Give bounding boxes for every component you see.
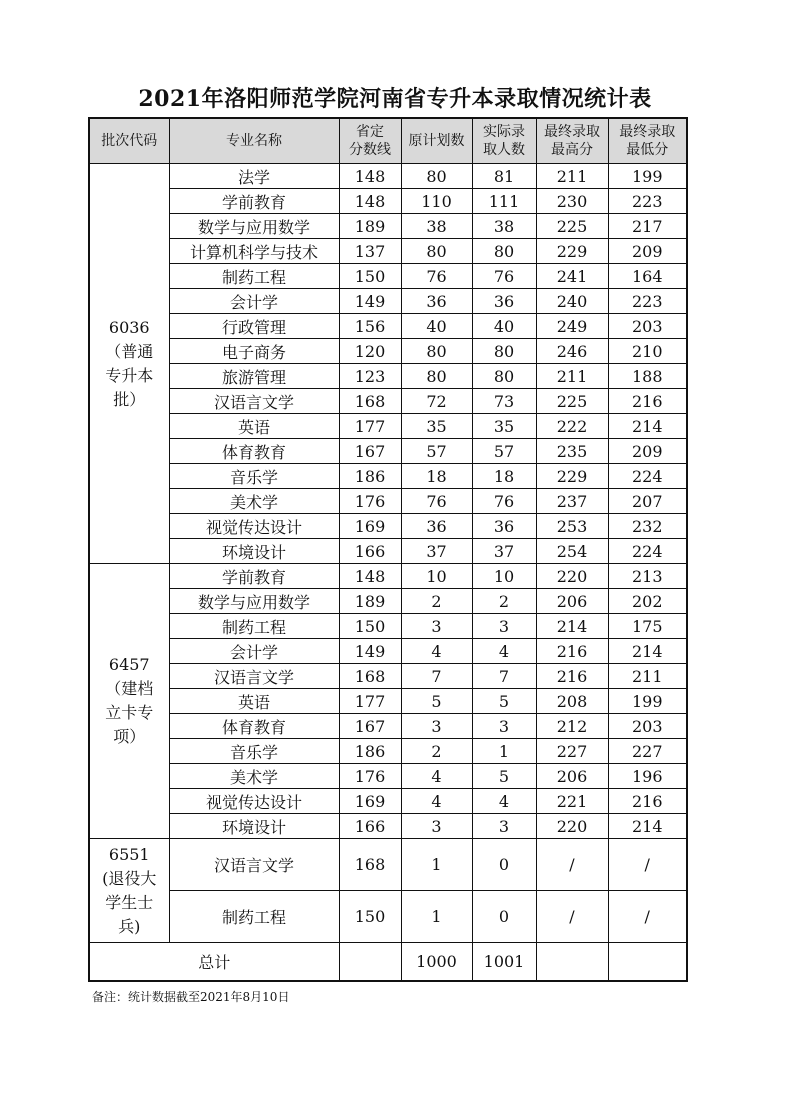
plan-cell: 36: [401, 514, 472, 539]
table-row: [89, 214, 687, 239]
header-row: [89, 118, 687, 164]
max-cell: 222: [536, 414, 608, 439]
max-cell: 246: [536, 339, 608, 364]
admitted-cell: 3: [472, 714, 536, 739]
admitted-cell: 57: [472, 439, 536, 464]
batch-code-cell: 6457 （建档 立卡专 项）: [89, 564, 169, 839]
plan-cell: 38: [401, 214, 472, 239]
header-plan: 原计划数: [401, 118, 472, 164]
max-cell: 212: [536, 714, 608, 739]
plan-cell: 76: [401, 489, 472, 514]
admitted-cell: 76: [472, 264, 536, 289]
admitted-cell: 111: [472, 189, 536, 214]
table-row: [89, 164, 687, 189]
line-cell: 150: [339, 264, 401, 289]
total-row: [89, 943, 687, 981]
major-cell: 学前教育: [169, 189, 339, 214]
page-title: 2021年洛阳师范学院河南省专升本录取情况统计表: [138, 86, 652, 112]
plan-cell: 110: [401, 189, 472, 214]
min-cell: 199: [608, 164, 687, 189]
admission-table: [88, 117, 688, 982]
header-min: 最终录取 最低分: [608, 118, 687, 164]
line-cell: 148: [339, 189, 401, 214]
min-cell: 223: [608, 189, 687, 214]
admitted-cell: 3: [472, 614, 536, 639]
plan-cell: 57: [401, 439, 472, 464]
major-cell: 旅游管理: [169, 364, 339, 389]
admitted-cell: 36: [472, 514, 536, 539]
major-cell: 体育教育: [169, 714, 339, 739]
major-cell: 英语: [169, 414, 339, 439]
plan-cell: 1: [401, 839, 472, 891]
header-max: 最终录取 最高分: [536, 118, 608, 164]
table-row: [89, 514, 687, 539]
line-cell: 156: [339, 314, 401, 339]
line-cell: 167: [339, 439, 401, 464]
table-row: [89, 539, 687, 564]
admitted-cell: 2: [472, 589, 536, 614]
table-row: [89, 264, 687, 289]
max-cell: 220: [536, 564, 608, 589]
admitted-cell: 0: [472, 891, 536, 943]
table-row: [89, 664, 687, 689]
plan-cell: 1: [401, 891, 472, 943]
max-cell: 211: [536, 364, 608, 389]
major-cell: 音乐学: [169, 739, 339, 764]
plan-cell: 40: [401, 314, 472, 339]
admitted-cell: 4: [472, 789, 536, 814]
line-cell: 166: [339, 539, 401, 564]
admitted-cell: 81: [472, 164, 536, 189]
major-cell: 制药工程: [169, 614, 339, 639]
major-cell: 美术学: [169, 489, 339, 514]
admitted-cell: 3: [472, 814, 536, 839]
table-row: [89, 689, 687, 714]
line-cell: 176: [339, 764, 401, 789]
max-cell: 229: [536, 239, 608, 264]
line-cell: 150: [339, 614, 401, 639]
admitted-cell: 7: [472, 664, 536, 689]
plan-cell: 10: [401, 564, 472, 589]
table-row: [89, 764, 687, 789]
major-cell: 制药工程: [169, 891, 339, 943]
header-line: 省定 分数线: [339, 118, 401, 164]
max-cell: 229: [536, 464, 608, 489]
plan-cell: 35: [401, 414, 472, 439]
max-cell: 208: [536, 689, 608, 714]
table-row: [89, 639, 687, 664]
table-row: [89, 389, 687, 414]
major-cell: 环境设计: [169, 539, 339, 564]
table-row: [89, 589, 687, 614]
major-cell: 环境设计: [169, 814, 339, 839]
plan-cell: 4: [401, 639, 472, 664]
line-cell: 169: [339, 789, 401, 814]
max-cell: 230: [536, 189, 608, 214]
line-cell: 177: [339, 414, 401, 439]
max-cell: 249: [536, 314, 608, 339]
plan-cell: 80: [401, 164, 472, 189]
max-cell: 220: [536, 814, 608, 839]
major-cell: 制药工程: [169, 264, 339, 289]
table-row: [89, 564, 687, 589]
min-cell: 211: [608, 664, 687, 689]
min-cell: /: [608, 839, 687, 891]
major-cell: 学前教育: [169, 564, 339, 589]
line-cell: 120: [339, 339, 401, 364]
line-cell: 149: [339, 289, 401, 314]
major-cell: 英语: [169, 689, 339, 714]
plan-cell: 36: [401, 289, 472, 314]
line-cell: 150: [339, 891, 401, 943]
admitted-cell: 36: [472, 289, 536, 314]
plan-cell: 2: [401, 589, 472, 614]
max-cell: 253: [536, 514, 608, 539]
max-cell: 227: [536, 739, 608, 764]
total-label: 总计: [89, 943, 339, 981]
max-cell: 225: [536, 214, 608, 239]
max-cell: 235: [536, 439, 608, 464]
header-major: 专业名称: [169, 118, 339, 164]
admitted-cell: 80: [472, 339, 536, 364]
table-row: [89, 439, 687, 464]
table-row: [89, 489, 687, 514]
plan-cell: 3: [401, 614, 472, 639]
plan-cell: 3: [401, 714, 472, 739]
max-cell: 254: [536, 539, 608, 564]
min-cell: 224: [608, 464, 687, 489]
major-cell: 法学: [169, 164, 339, 189]
plan-cell: 2: [401, 739, 472, 764]
major-cell: 视觉传达设计: [169, 514, 339, 539]
line-cell: 168: [339, 664, 401, 689]
total-plan: 1000: [401, 943, 472, 981]
max-cell: 206: [536, 764, 608, 789]
admitted-cell: 73: [472, 389, 536, 414]
min-cell: 202: [608, 589, 687, 614]
footnote: 备注：统计数据截至2021年8月10日: [92, 990, 290, 1004]
admitted-cell: 37: [472, 539, 536, 564]
table-row: [89, 314, 687, 339]
major-cell: 会计学: [169, 289, 339, 314]
line-cell: 166: [339, 814, 401, 839]
min-cell: 214: [608, 814, 687, 839]
admitted-cell: 0: [472, 839, 536, 891]
batch-code-cell: 6036 （普通 专升本 批）: [89, 164, 169, 564]
table-row: [89, 714, 687, 739]
min-cell: 232: [608, 514, 687, 539]
line-cell: 186: [339, 464, 401, 489]
plan-cell: 5: [401, 689, 472, 714]
plan-cell: 72: [401, 389, 472, 414]
total-min-cell: [608, 943, 687, 981]
major-cell: 美术学: [169, 764, 339, 789]
table-row: [89, 839, 687, 891]
total-max-cell: [536, 943, 608, 981]
admitted-cell: 5: [472, 764, 536, 789]
min-cell: 216: [608, 789, 687, 814]
line-cell: 169: [339, 514, 401, 539]
line-cell: 148: [339, 164, 401, 189]
major-cell: 会计学: [169, 639, 339, 664]
major-cell: 体育教育: [169, 439, 339, 464]
max-cell: 221: [536, 789, 608, 814]
max-cell: 241: [536, 264, 608, 289]
table-row: [89, 789, 687, 814]
major-cell: 音乐学: [169, 464, 339, 489]
admitted-cell: 80: [472, 364, 536, 389]
plan-cell: 7: [401, 664, 472, 689]
line-cell: 189: [339, 214, 401, 239]
major-cell: 行政管理: [169, 314, 339, 339]
max-cell: /: [536, 891, 608, 943]
major-cell: 数学与应用数学: [169, 589, 339, 614]
min-cell: 199: [608, 689, 687, 714]
plan-cell: 4: [401, 789, 472, 814]
admitted-cell: 80: [472, 239, 536, 264]
plan-cell: 37: [401, 539, 472, 564]
plan-cell: 80: [401, 364, 472, 389]
admitted-cell: 1: [472, 739, 536, 764]
line-cell: 176: [339, 489, 401, 514]
max-cell: 237: [536, 489, 608, 514]
table-row: [89, 239, 687, 264]
line-cell: 167: [339, 714, 401, 739]
min-cell: 196: [608, 764, 687, 789]
min-cell: 207: [608, 489, 687, 514]
major-cell: 电子商务: [169, 339, 339, 364]
admitted-cell: 4: [472, 639, 536, 664]
min-cell: 224: [608, 539, 687, 564]
table-row: [89, 364, 687, 389]
line-cell: 137: [339, 239, 401, 264]
plan-cell: 3: [401, 814, 472, 839]
table-row: [89, 189, 687, 214]
max-cell: 216: [536, 664, 608, 689]
major-cell: 数学与应用数学: [169, 214, 339, 239]
max-cell: 206: [536, 589, 608, 614]
min-cell: 223: [608, 289, 687, 314]
plan-cell: 4: [401, 764, 472, 789]
table-row: [89, 464, 687, 489]
line-cell: 148: [339, 564, 401, 589]
batch-code-cell: 6551 (退役大 学生士 兵): [89, 839, 169, 943]
major-cell: 汉语言文学: [169, 839, 339, 891]
min-cell: 213: [608, 564, 687, 589]
major-cell: 视觉传达设计: [169, 789, 339, 814]
table-row: [89, 289, 687, 314]
line-cell: 168: [339, 389, 401, 414]
line-cell: 189: [339, 589, 401, 614]
admitted-cell: 76: [472, 489, 536, 514]
min-cell: 203: [608, 714, 687, 739]
total-line-cell: [339, 943, 401, 981]
max-cell: 214: [536, 614, 608, 639]
plan-cell: 80: [401, 239, 472, 264]
major-cell: 汉语言文学: [169, 664, 339, 689]
table-row: [89, 891, 687, 943]
max-cell: /: [536, 839, 608, 891]
max-cell: 240: [536, 289, 608, 314]
min-cell: 164: [608, 264, 687, 289]
min-cell: 214: [608, 414, 687, 439]
min-cell: 209: [608, 439, 687, 464]
table-row: [89, 339, 687, 364]
major-cell: 计算机科学与技术: [169, 239, 339, 264]
line-cell: 186: [339, 739, 401, 764]
min-cell: 214: [608, 639, 687, 664]
min-cell: 188: [608, 364, 687, 389]
min-cell: 209: [608, 239, 687, 264]
min-cell: /: [608, 891, 687, 943]
min-cell: 203: [608, 314, 687, 339]
admitted-cell: 5: [472, 689, 536, 714]
min-cell: 227: [608, 739, 687, 764]
table-row: [89, 739, 687, 764]
min-cell: 210: [608, 339, 687, 364]
admitted-cell: 35: [472, 414, 536, 439]
admitted-cell: 18: [472, 464, 536, 489]
min-cell: 217: [608, 214, 687, 239]
plan-cell: 80: [401, 339, 472, 364]
min-cell: 175: [608, 614, 687, 639]
min-cell: 216: [608, 389, 687, 414]
max-cell: 216: [536, 639, 608, 664]
table-row: [89, 614, 687, 639]
major-cell: 汉语言文学: [169, 389, 339, 414]
max-cell: 211: [536, 164, 608, 189]
admitted-cell: 38: [472, 214, 536, 239]
plan-cell: 18: [401, 464, 472, 489]
line-cell: 123: [339, 364, 401, 389]
plan-cell: 76: [401, 264, 472, 289]
total-admitted: 1001: [472, 943, 536, 981]
line-cell: 177: [339, 689, 401, 714]
max-cell: 225: [536, 389, 608, 414]
header-admitted: 实际录 取人数: [472, 118, 536, 164]
admitted-cell: 10: [472, 564, 536, 589]
admitted-cell: 40: [472, 314, 536, 339]
table-row: [89, 414, 687, 439]
header-batch-code: 批次代码: [89, 118, 169, 164]
table-row: [89, 814, 687, 839]
line-cell: 149: [339, 639, 401, 664]
line-cell: 168: [339, 839, 401, 891]
